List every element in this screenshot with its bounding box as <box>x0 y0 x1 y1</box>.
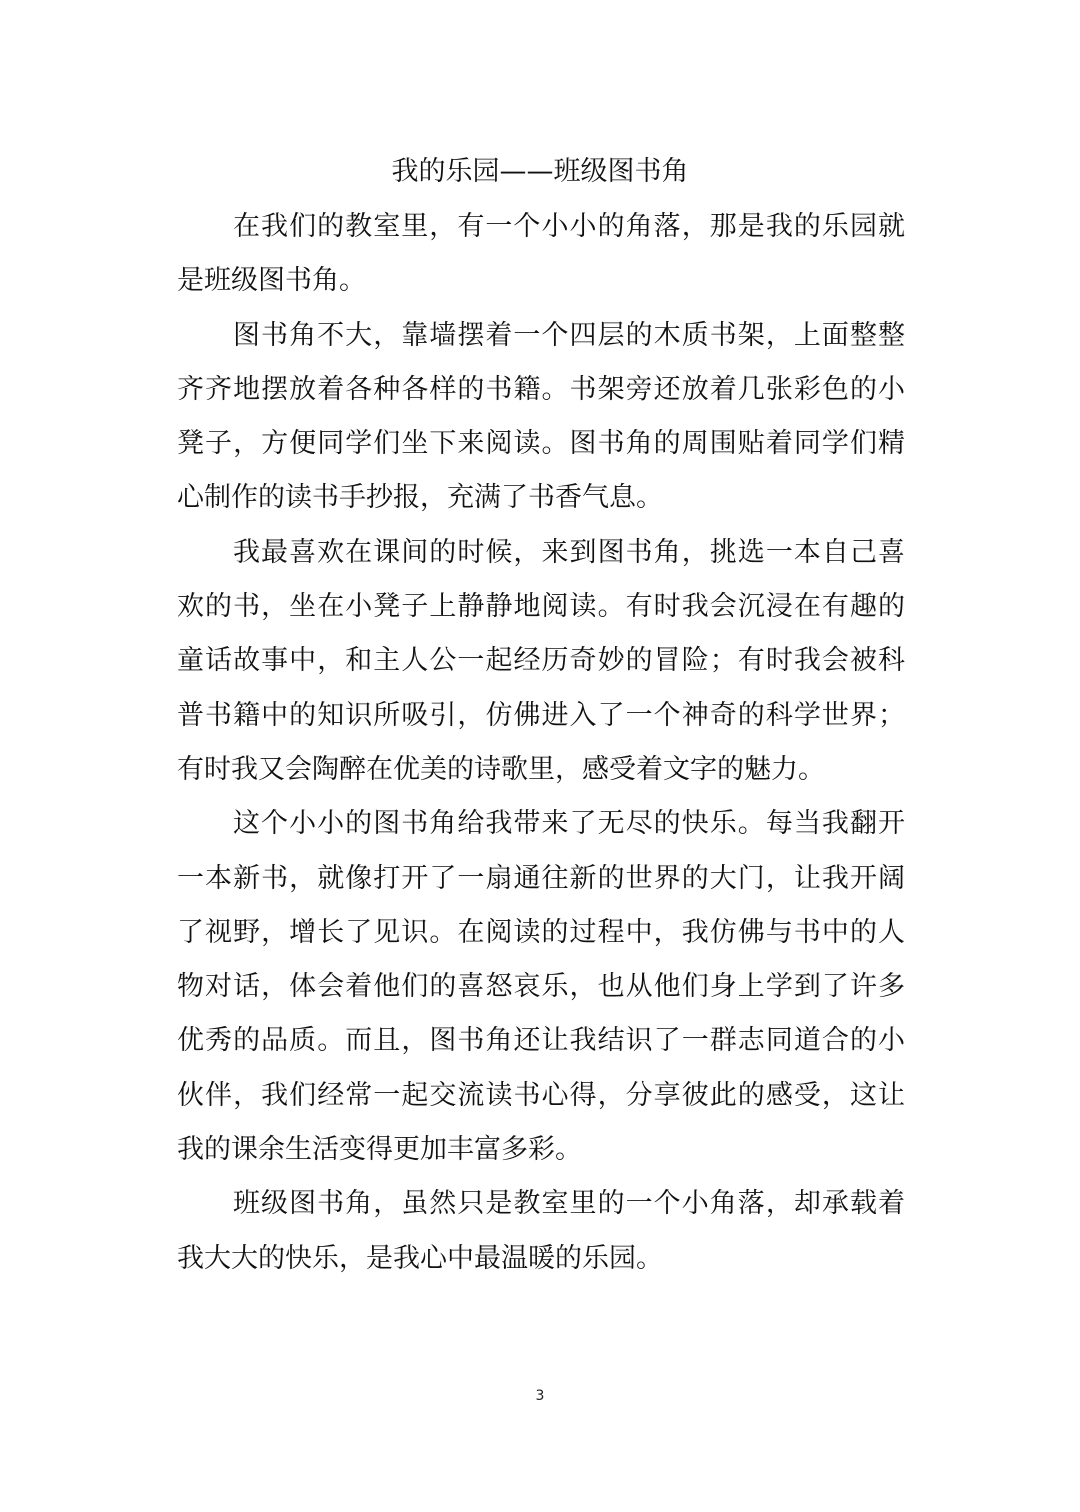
paragraph-2: 图书角不大，靠墙摆着一个四层的木质书架，上面整整齐齐地摆放着各种各样的书籍。书架旁还放着几张彩色的小凳子，方便同学们坐下来阅读。图书角的周围贴着同学们精心制作的读书手抄报，充满了书香气息。 <box>177 319 905 514</box>
page-number: 3 <box>535 1388 545 1404</box>
document-body <box>177 200 905 1286</box>
document-title: 我的乐园——班级图书角 <box>391 156 689 187</box>
paragraph-3: 我最喜欢在课间的时候，来到图书角，挑选一本自己喜欢的书，坐在小凳子上静静地阅读。有时我会沉浸在有趣的童话故事中，和主人公一起经历奇妙的冒险；有时我会被科普书籍中的知识所吸引，仿佛进入了一个神奇的科学世界；有时我又会陶醉在优美的诗歌里，感受着文字的魅力。 <box>177 536 905 785</box>
paragraph-1: 在我们的教室里，有一个小小的角落，那是我的乐园就是班级图书角。 <box>177 211 905 297</box>
paragraph-4: 这个小小的图书角给我带来了无尽的快乐。每当我翻开一本新书，就像打开了一扇通往新的世界的大门，让我开阔了视野，增长了见识。在阅读的过程中，我仿佛与书中的人物对话，体会着他们的喜怒哀乐，也从他们身上学到了许多优秀的品质。而且，图书角还让我结识了一群志同道合的小伙伴，我们经常一起交流读书心得，分享彼此的感受，这让我的课余生活变得更加丰富多彩。 <box>177 808 905 1166</box>
paragraph-5: 班级图书角，虽然只是教室里的一个小角落，却承载着我大大的快乐，是我心中最温暖的乐园。 <box>177 1188 905 1274</box>
